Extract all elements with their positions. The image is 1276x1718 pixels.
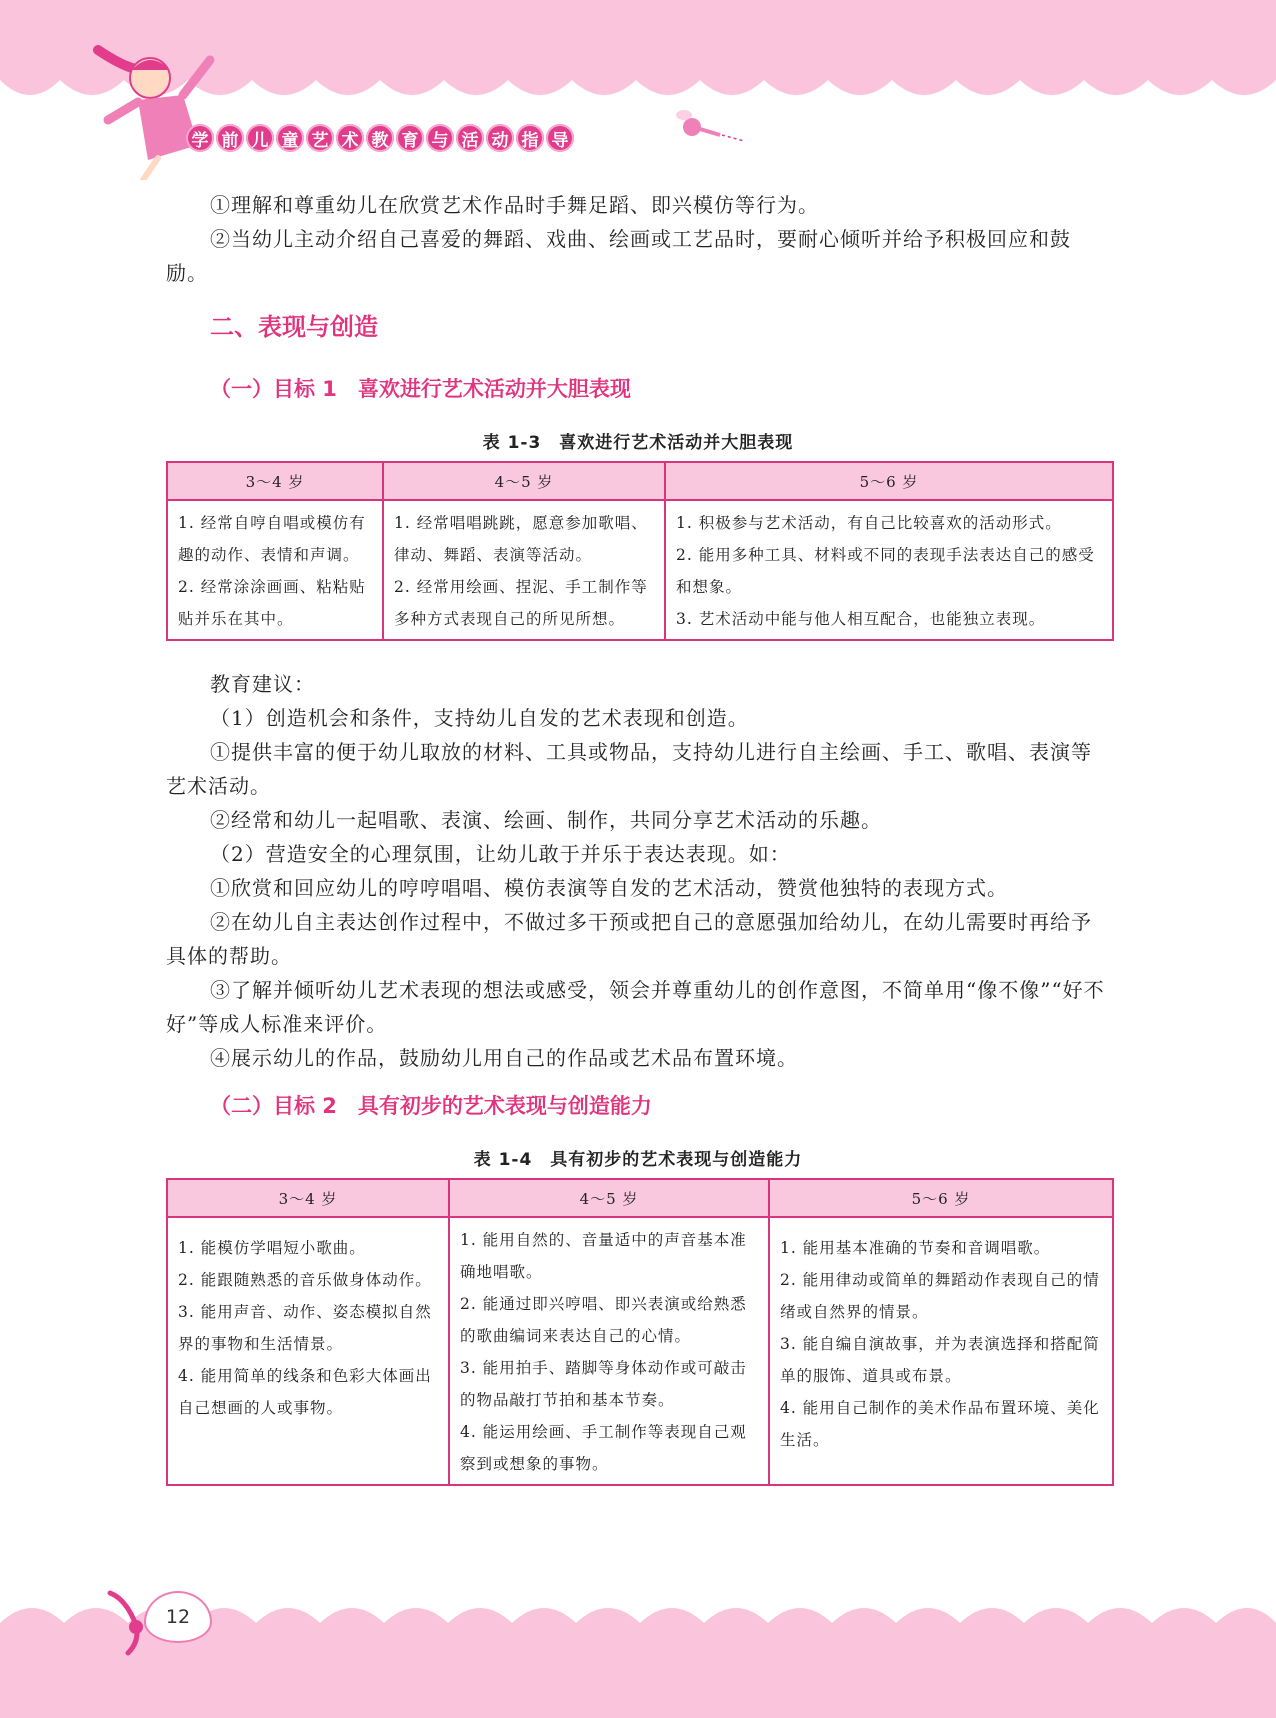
fairy-illustration-icon (672, 105, 752, 155)
title-char: 教 (366, 124, 394, 152)
table-1-3 (166, 461, 1114, 641)
table-cell (383, 500, 665, 640)
title-char: 指 (516, 124, 544, 152)
suggestion-line: ④展示幼儿的作品，鼓励幼儿用自己的作品或艺术品布置环境。 (210, 1046, 798, 1070)
intro-paragraph: ①理解和尊重幼儿在欣赏艺术作品时手舞足蹈、即兴模仿等行为。 (210, 193, 819, 217)
table-cell (665, 500, 1113, 640)
cell-item: 3. 能自编自演故事，并为表演选择和搭配简单的服饰、道具或布景。 (780, 1335, 1100, 1385)
cell-item: 2. 能通过即兴哼唱、即兴表演或给熟悉的歌曲编词来表达自己的心情。 (460, 1295, 747, 1345)
goal2-heading: （二）目标 2 具有初步的艺术表现与创造能力 (210, 1094, 652, 1118)
page-content (166, 188, 1110, 1486)
suggestion-line: ③了解并倾听幼儿艺术表现的想法或感受，领会并尊重幼儿的创作意图，不简单用“像不像”“好不好”等成人标准来评价。 (166, 978, 1105, 1036)
section-heading: 二、表现与创造 (210, 313, 378, 341)
table-cell (167, 500, 383, 640)
table-1-4 (166, 1178, 1114, 1486)
book-title (186, 124, 574, 152)
table-cell (769, 1217, 1113, 1485)
cell-item: 1. 能模仿学唱短小歌曲。 (178, 1239, 366, 1257)
page-number: 12 (144, 1591, 212, 1643)
cell-item: 2. 能跟随熟悉的音乐做身体动作。 (178, 1271, 432, 1289)
cell-item: 2. 经常用绘画、捏泥、手工制作等多种方式表现自己的所见所想。 (394, 578, 648, 628)
suggestion-line: ①提供丰富的便于幼儿取放的材料、工具或物品，支持幼儿进行自主绘画、手工、歌唱、表演等艺术活动。 (166, 740, 1092, 798)
cell-item: 1. 经常唱唱跳跳，愿意参加歌唱、律动、舞蹈、表演等活动。 (394, 514, 648, 564)
suggestion-line: 教育建议： (210, 672, 315, 696)
table-cell (449, 1217, 769, 1485)
title-char: 术 (336, 124, 364, 152)
suggestion-line: （2）营造安全的心理氛围，让幼儿敢于并乐于表达表现。如： (210, 842, 791, 866)
cell-item: 1. 积极参与艺术活动，有自己比较喜欢的活动形式。 (676, 514, 1062, 532)
title-char: 育 (396, 124, 424, 152)
suggestion-line: ②在幼儿自主表达创作过程中，不做过多干预或把自己的意愿强加给幼儿，在幼儿需要时再给予具体的帮助。 (166, 910, 1092, 968)
cell-item: 1. 能用自然的、音量适中的声音基本准确地唱歌。 (460, 1231, 747, 1281)
cell-item: 4. 能用自己制作的美术作品布置环境、美化生活。 (780, 1399, 1100, 1449)
cell-item: 2. 经常涂涂画画、粘粘贴贴并乐在其中。 (178, 578, 366, 628)
title-char: 艺 (306, 124, 334, 152)
cell-item: 3. 艺术活动中能与他人相互配合，也能独立表现。 (676, 610, 1046, 628)
table2-caption: 表 1-4 具有初步的艺术表现与创造能力 (473, 1150, 803, 1170)
cell-item: 2. 能用律动或简单的舞蹈动作表现自己的情绪或自然界的情景。 (780, 1271, 1100, 1321)
suggestion-line: （1）创造机会和条件，支持幼儿自发的艺术表现和创造。 (210, 706, 749, 730)
intro-paragraph: ②当幼儿主动介绍自己喜爱的舞蹈、戏曲、绘画或工艺品时，要耐心倾听并给予积极回应和鼓励。 (166, 227, 1071, 285)
table-header-row (167, 1179, 1113, 1217)
table-cell (167, 1217, 449, 1485)
cell-item: 1. 经常自哼自唱或模仿有趣的动作、表情和声调。 (178, 514, 366, 564)
table-header-cell: 3～4 岁 (167, 462, 383, 500)
title-char: 童 (276, 124, 304, 152)
title-char: 学 (186, 124, 214, 152)
title-char: 活 (456, 124, 484, 152)
girl-illustration-icon (88, 40, 218, 180)
cell-item: 4. 能运用绘画、手工制作等表现自己观察到或想象的事物。 (460, 1423, 747, 1473)
suggestion-line: ②经常和幼儿一起唱歌、表演、绘画、制作，共同分享艺术活动的乐趣。 (210, 808, 882, 832)
table1-caption: 表 1-3 喜欢进行艺术活动并大胆表现 (482, 433, 794, 453)
table-header-cell: 5～6 岁 (665, 462, 1113, 500)
suggestion-line: ①欣赏和回应幼儿的哼哼唱唱、模仿表演等自发的艺术活动，赞赏他独特的表现方式。 (210, 876, 1008, 900)
cell-item: 3. 能用声音、动作、姿态模拟自然界的事物和生活情景。 (178, 1303, 432, 1353)
cell-item: 2. 能用多种工具、材料或不同的表现手法表达自己的感受和想象。 (676, 546, 1095, 596)
table-header-cell: 4～5 岁 (383, 462, 665, 500)
table-row (167, 1217, 1113, 1485)
title-char: 与 (426, 124, 454, 152)
title-char: 前 (216, 124, 244, 152)
table-header-cell: 3～4 岁 (167, 1179, 449, 1217)
title-char: 动 (486, 124, 514, 152)
title-char: 儿 (246, 124, 274, 152)
cell-item: 1. 能用基本准确的节奏和音调唱歌。 (780, 1239, 1051, 1257)
table-header-row (167, 462, 1113, 500)
page-number-badge (106, 1585, 206, 1660)
goal1-heading: （一）目标 1 喜欢进行艺术活动并大胆表现 (210, 377, 631, 401)
table-row (167, 500, 1113, 640)
title-char: 导 (546, 124, 574, 152)
cell-item: 3. 能用拍手、踏脚等身体动作或可敲击的物品敲打节拍和基本节奏。 (460, 1359, 747, 1409)
cell-item: 4. 能用简单的线条和色彩大体画出自己想画的人或事物。 (178, 1367, 432, 1417)
table-header-cell: 4～5 岁 (449, 1179, 769, 1217)
table-header-cell: 5～6 岁 (769, 1179, 1113, 1217)
